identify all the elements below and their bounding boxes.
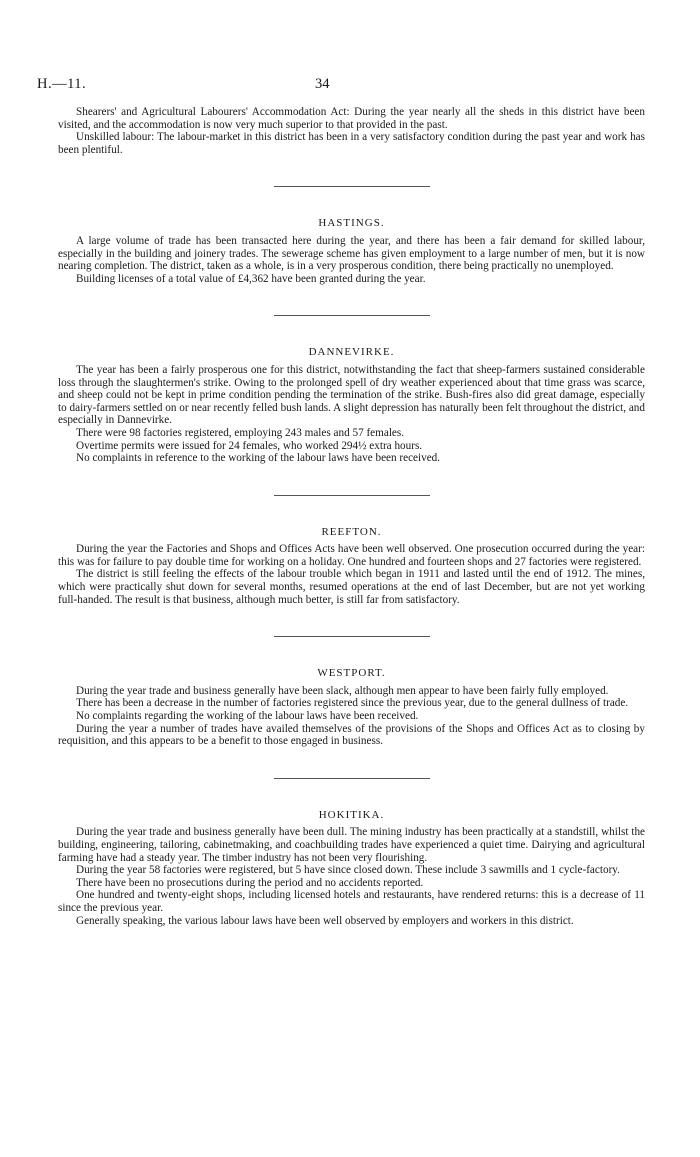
intro-paragraph: Shearers' and Agricultural Labourers' Accommodation Act: During the year nearly all the sheds in this district have been visited, and the accommodation is now very much superior to that provided in the past. bbox=[58, 106, 645, 131]
section-paragraph: The year has been a fairly prosperous one for this district, notwithstanding the fact that sheep-farmers sustained considerable loss through the slaughtermen's strike. Owing to the prolonged spell of dry weather experienced about that time grass was scarce, and sheep could not be kept in prime condition pending the termination of the strike. Bush-fires also did great damage, especially to dairy-farmers settled on or near recently felled bush lands. A slight depression has naturally been felt throughout the district, and especially in Dannevirke. bbox=[58, 363, 645, 427]
document-reference: H.—11. bbox=[37, 76, 87, 92]
section-paragraph: During the year the Factories and Shops and Offices Acts have been well observed. One prosecution occurred during the year: this was for failure to pay double time for working on a holiday. One hundred and fourteen shops and 27 factories were registered. bbox=[58, 543, 645, 568]
section-paragraph: The district is still feeling the effects of the labour trouble which began in 1911 and lasted until the end of 1912. The mines, which were practically shut down for several months, resumed operations at the end of last December, but are not yet working full-handed. The result is that business, although much better, is still far from satisfactory. bbox=[58, 568, 645, 606]
section-paragraph: One hundred and twenty-eight shops, including licensed hotels and restaurants, have rendered returns: this is a decrease of 11 since the previous year. bbox=[58, 889, 645, 914]
section-hastings bbox=[58, 217, 645, 285]
section-paragraph: There have been no prosecutions during the period and no accidents reported. bbox=[76, 876, 424, 889]
section-paragraph: During the year trade and business generally have been slack, although men appear to have been fairly fully employed. bbox=[76, 684, 609, 697]
section-paragraph: During the year a number of trades have availed themselves of the provisions of the Shops and Offices Act as to closing by requisition, and this appears to be a benefit to those engaged in business. bbox=[58, 722, 645, 748]
section-heading: REEFTON. bbox=[321, 525, 382, 538]
section-heading: DANNEVIRKE. bbox=[308, 346, 395, 359]
section-paragraph: No complaints regarding the working of the labour laws have been received. bbox=[76, 710, 419, 723]
section-heading: WESTPORT. bbox=[317, 667, 386, 680]
section-westport bbox=[58, 667, 645, 748]
section-paragraph: No complaints in reference to the working of the labour laws have been received. bbox=[76, 452, 441, 465]
section-paragraph: Overtime permits were issued for 24 females, who worked 294½ extra hours. bbox=[76, 439, 423, 452]
section-paragraph: A large volume of trade has been transacted here during the year, and there has been a fair demand for skilled labour, especially in the building and joinery trades. The sewerage scheme has given employment to a large number of men, but it is now nearing completion. The district, taken as a whole, is in a very prosperous condition, there being practically no unemployed. bbox=[58, 234, 645, 273]
section-paragraph: There has been a decrease in the number of factories registered since the previous year, due to the general dullness of trade. bbox=[76, 697, 629, 710]
section-dannevirke bbox=[58, 346, 645, 464]
section-heading: HOKITIKA. bbox=[318, 808, 385, 821]
section-paragraph: During the year trade and business generally have been dull. The mining industry has been practically at a standstill, whilst the building, engineering, tailoring, cabinetmaking, and coachbuilding trades have experienced a quiet time. Dairying and agricultural farming have had a steady year. The timber industry has not been very flourishing. bbox=[58, 826, 645, 864]
intro-paragraph: Unskilled labour: The labour-market in this district has been in a very satisfactory condition during the past year and work has been plentiful. bbox=[58, 131, 645, 156]
section-hokitika bbox=[58, 809, 645, 927]
page-number: 34 bbox=[315, 76, 330, 92]
section-paragraph: There were 98 factories registered, employing 243 males and 57 females. bbox=[76, 426, 405, 439]
running-header bbox=[37, 76, 657, 96]
section-paragraph: Generally speaking, the various labour laws have been well observed by employers and workers in this district. bbox=[76, 914, 574, 927]
section-reefton bbox=[58, 526, 645, 607]
section-paragraph: Building licenses of a total value of £4,362 have been granted during the year. bbox=[76, 272, 426, 285]
intro-section bbox=[58, 106, 645, 156]
section-paragraph: During the year 58 factories were registered, but 5 have since closed down. These include 3 sawmills and 1 cycle-factory. bbox=[76, 864, 620, 877]
section-heading: HASTINGS. bbox=[318, 217, 385, 230]
report-body bbox=[58, 106, 645, 927]
